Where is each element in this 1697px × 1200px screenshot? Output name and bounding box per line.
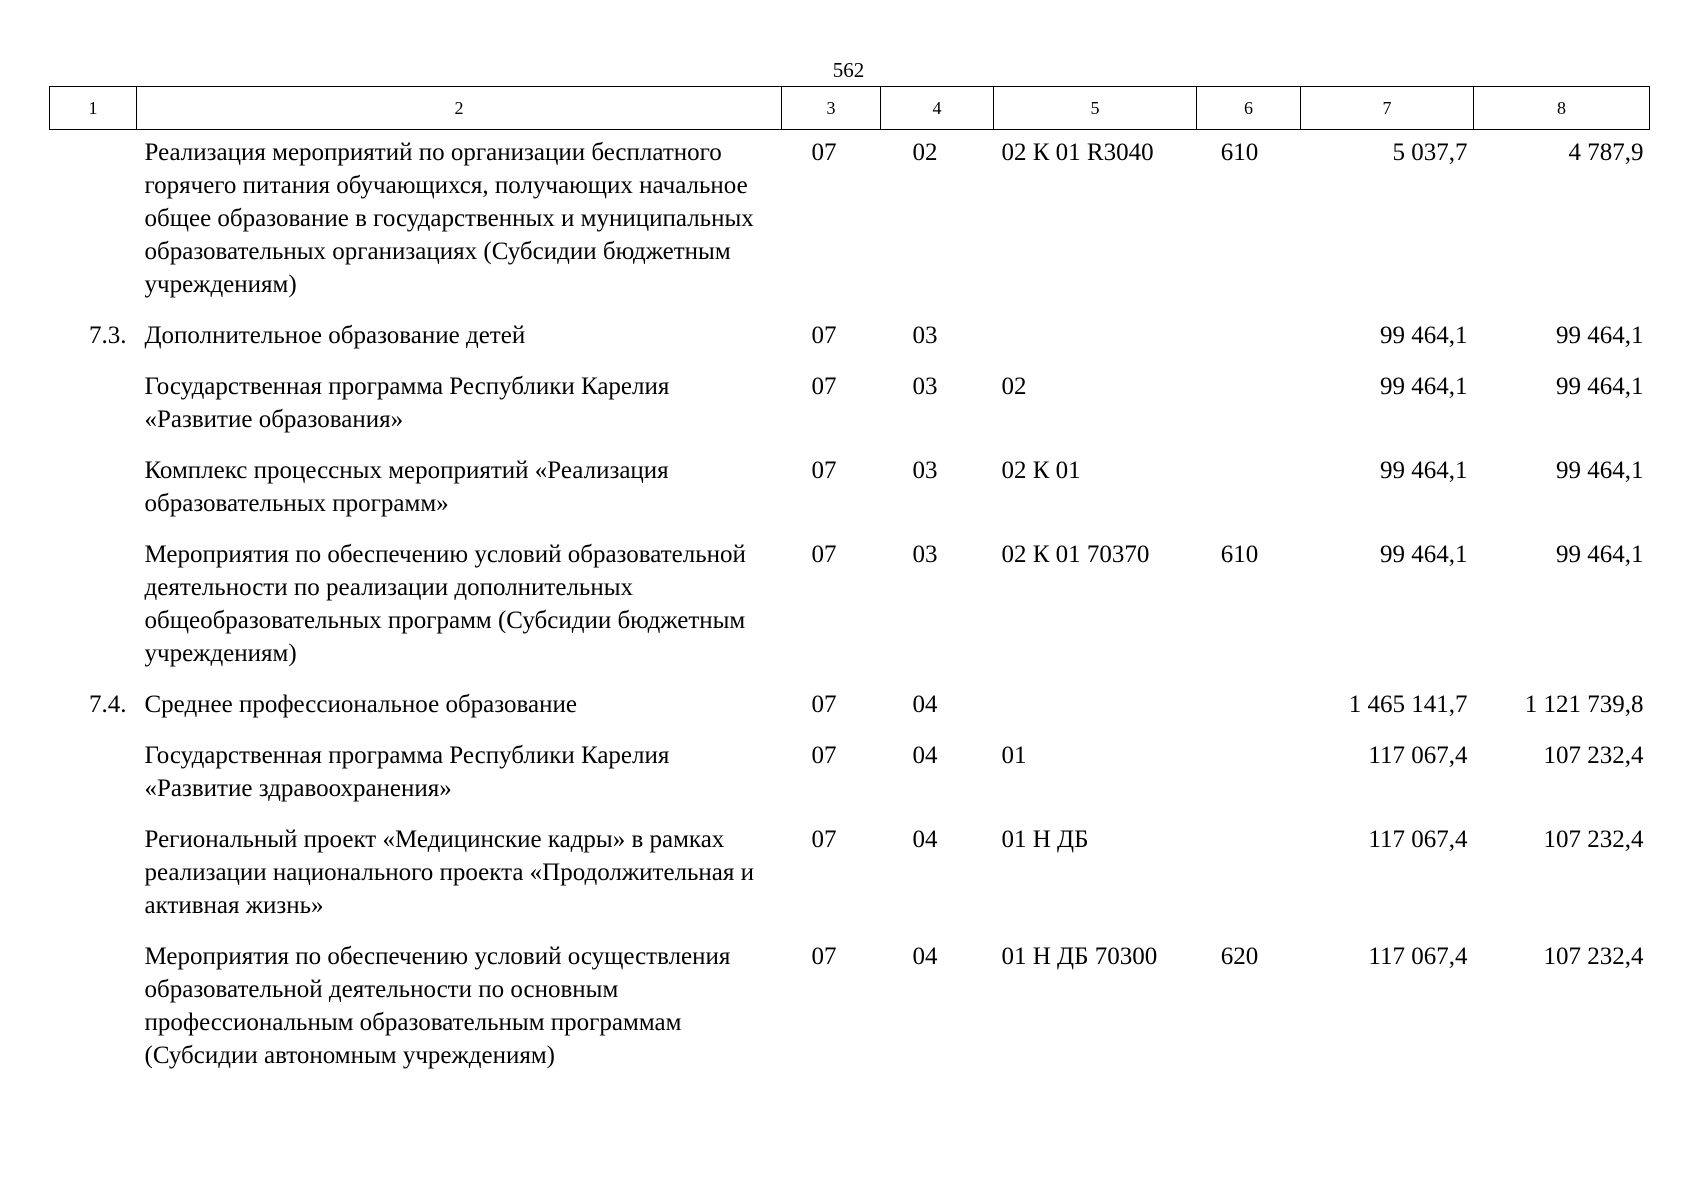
razdel-code: 07	[811, 457, 837, 484]
amount-year-2: 99 464,1	[1556, 457, 1644, 484]
target-article-code	[994, 682, 1197, 733]
section-number	[50, 448, 137, 532]
item-name: Реализация мероприятий по организации бесплатного горячего питания обучающихся, получающих начальное общее образование в государственных и муниципальных образовательных организациях (Субсидии бюджетным учреждениям)	[144, 139, 754, 298]
section-number	[50, 817, 137, 934]
expense-type-code	[1197, 448, 1301, 532]
amount-year-2: 1 121 739,8	[1524, 691, 1644, 718]
podrazdel-code: 02	[912, 139, 938, 166]
section-number	[50, 532, 137, 682]
column-header-7: 7	[1301, 87, 1474, 130]
amount-year-2: 107 232,4	[1543, 826, 1644, 853]
amount-year-1: 5 037,7	[1392, 139, 1468, 166]
amount-year-1: 99 464,1	[1380, 322, 1468, 349]
section-number	[50, 364, 137, 448]
razdel-code: 07	[811, 322, 837, 349]
item-name: Дополнительное образование детей	[144, 322, 526, 349]
razdel-code: 07	[811, 541, 837, 568]
target-article-code: 02 К 01 R3040	[1001, 139, 1154, 166]
podrazdel-code: 03	[912, 373, 938, 400]
amount-year-2: 99 464,1	[1556, 373, 1644, 400]
column-header-6: 6	[1197, 87, 1301, 130]
podrazdel-code: 03	[912, 457, 938, 484]
expense-type-code	[1197, 817, 1301, 934]
razdel-code: 07	[811, 826, 837, 853]
item-name: Комплекс процессных мероприятий «Реализация образовательных программ»	[144, 457, 669, 517]
table-row	[50, 532, 1650, 682]
razdel-code: 07	[811, 742, 837, 769]
amount-year-2: 107 232,4	[1543, 943, 1644, 970]
item-name: Региональный проект «Медицинские кадры» в рамках реализации национального проекта «Продолжительная и активная жизнь»	[144, 826, 755, 919]
razdel-code: 07	[811, 373, 837, 400]
item-name: Государственная программа Республики Карелия «Развитие здравоохранения»	[144, 742, 670, 802]
podrazdel-code: 03	[912, 541, 938, 568]
page-number: 562	[832, 58, 865, 82]
expense-type-code: 610	[1220, 541, 1259, 568]
expense-type-code	[1197, 733, 1301, 817]
amount-year-1: 1 465 141,7	[1348, 691, 1468, 718]
table-row	[50, 817, 1650, 934]
column-header-3: 3	[782, 87, 881, 130]
table-body	[50, 130, 1650, 1085]
table-row	[50, 448, 1650, 532]
amount-year-1: 117 067,4	[1368, 826, 1468, 853]
razdel-code: 07	[811, 943, 837, 970]
section-number	[50, 934, 137, 1084]
target-article-code: 01 Н ДБ 70300	[1001, 943, 1158, 970]
item-name: Мероприятия по обеспечению условий осуществления образовательной деятельности по основным профессиональным образовательным программам (Субсидии автономным учреждениям)	[144, 943, 731, 1069]
column-header-4: 4	[881, 87, 994, 130]
header-row	[50, 87, 1650, 130]
podrazdel-code: 03	[912, 322, 938, 349]
item-name: Мероприятия по обеспечению условий образовательной деятельности по реализации дополнительных общеобразовательных программ (Субсидии бюджетным учреждениям)	[144, 541, 746, 667]
target-article-code: 02 К 01 70370	[1001, 541, 1150, 568]
table-row	[50, 364, 1650, 448]
table-row	[50, 934, 1650, 1084]
expense-type-code: 620	[1220, 943, 1259, 970]
amount-year-2: 99 464,1	[1556, 541, 1644, 568]
razdel-code: 07	[811, 139, 837, 166]
item-name: Государственная программа Республики Карелия «Развитие образования»	[144, 373, 670, 433]
target-article-code: 02	[1001, 373, 1027, 400]
budget-table	[49, 86, 1650, 1084]
table-row	[50, 733, 1650, 817]
expense-type-code	[1197, 313, 1301, 364]
amount-year-2: 99 464,1	[1556, 322, 1644, 349]
target-article-code: 01	[1001, 742, 1027, 769]
expense-type-code: 610	[1220, 139, 1259, 166]
amount-year-2: 107 232,4	[1543, 742, 1644, 769]
podrazdel-code: 04	[912, 691, 938, 718]
razdel-code: 07	[811, 691, 837, 718]
target-article-code: 01 Н ДБ	[1001, 826, 1089, 853]
amount-year-1: 117 067,4	[1368, 943, 1468, 970]
amount-year-1: 99 464,1	[1380, 457, 1468, 484]
section-number	[50, 130, 137, 314]
podrazdel-code: 04	[912, 742, 938, 769]
amount-year-1: 99 464,1	[1380, 541, 1468, 568]
column-header-8: 8	[1474, 87, 1650, 130]
expense-type-code	[1197, 364, 1301, 448]
podrazdel-code: 04	[912, 943, 938, 970]
table-row	[50, 682, 1650, 733]
expense-type-code	[1197, 682, 1301, 733]
amount-year-2: 4 787,9	[1568, 139, 1644, 166]
amount-year-1: 117 067,4	[1368, 742, 1468, 769]
podrazdel-code: 04	[912, 826, 938, 853]
column-header-5: 5	[994, 87, 1197, 130]
column-header-1: 1	[50, 87, 137, 130]
section-number: 7.3.	[89, 322, 127, 349]
target-article-code: 02 К 01	[1001, 457, 1081, 484]
column-header-2: 2	[137, 87, 782, 130]
section-number	[50, 733, 137, 817]
section-number: 7.4.	[89, 691, 127, 718]
table-row	[50, 130, 1650, 314]
table-row	[50, 313, 1650, 364]
amount-year-1: 99 464,1	[1380, 373, 1468, 400]
item-name: Среднее профессиональное образование	[144, 691, 577, 718]
target-article-code	[994, 313, 1197, 364]
table-header	[50, 87, 1650, 130]
